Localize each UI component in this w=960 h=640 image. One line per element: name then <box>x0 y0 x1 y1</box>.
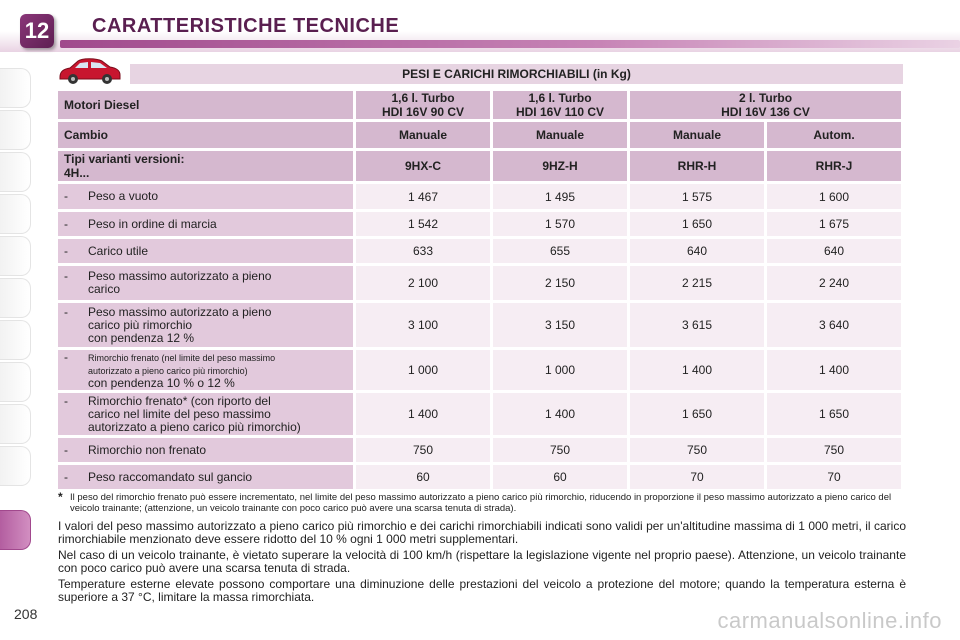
table-row <box>58 212 901 236</box>
gearbox-cell: Autom. <box>767 122 901 148</box>
side-tab[interactable] <box>0 404 31 444</box>
paragraph: I valori del peso massimo autorizzato a pieno carico più rimorchio e dei carichi rimorchiabili indicati sono validi per un'altitudine massima di 1 000 metri, il carico rimorchiabile menzionato deve essere ridotto del 10 % ogni 1 000 metri supplementari. <box>58 519 906 546</box>
table-cell: 70 <box>630 465 764 489</box>
paragraph: Temperature esterne elevate possono comportare una diminuzione delle prestazioni del veicolo a protezione del motore; quando la temperatura esterna è superiore a 37 °C, limitare la massa rimorchiata. <box>58 577 906 604</box>
types-label: Tipi varianti versioni: 4H... <box>58 151 353 181</box>
footnote <box>58 492 906 514</box>
table-cell: 1 495 <box>493 184 627 209</box>
engine-col-3: 2 l. Turbo HDI 16V 136 CV <box>630 91 901 119</box>
row-label: - Rimorchio non frenato <box>58 438 353 462</box>
table-cell: 1 400 <box>356 393 490 435</box>
side-tab[interactable] <box>0 320 31 360</box>
engines-label: Motori Diesel <box>58 91 353 119</box>
table-cell: 1 600 <box>767 184 901 209</box>
table-cell: 640 <box>630 239 764 263</box>
table-cell: 1 400 <box>767 350 901 390</box>
engines-header-row <box>58 91 901 119</box>
row-label: - Peso raccomandato sul gancio <box>58 465 353 489</box>
row-label: - Peso massimo autorizzato a pieno carico <box>58 266 353 300</box>
table-row <box>58 303 901 347</box>
table-cell: 2 240 <box>767 266 901 300</box>
row-label: - Peso massimo autorizzato a pieno carico più rimorchio con pendenza 12 % <box>58 303 353 347</box>
side-tab[interactable] <box>0 68 31 108</box>
table-cell: 655 <box>493 239 627 263</box>
table-row <box>58 465 901 489</box>
page-number: 208 <box>14 606 38 622</box>
watermark: carmanualsonline.info <box>717 608 942 633</box>
table-cell: 1 542 <box>356 212 490 236</box>
header-rule <box>60 40 960 48</box>
chapter-badge: 12 <box>20 14 54 48</box>
type-cell: 9HZ-H <box>493 151 627 181</box>
table-cell: 1 467 <box>356 184 490 209</box>
footnote-text: Il peso del rimorchio frenato può essere incrementato, nel limite del peso massimo autorizzato a pieno carico più rimorchio, riducendo in proporzione il peso massimo autorizzato a pieno carico del veicolo trainante; (attenzione, un veicolo trainante con poco carico può avere una scarsa tenuta di strada). <box>70 492 892 514</box>
table-cell: 750 <box>356 438 490 462</box>
row-label: - Peso a vuoto <box>58 184 353 209</box>
chapter-side-tabs <box>0 58 34 578</box>
table-cell: 3 640 <box>767 303 901 347</box>
table-cell: 1 000 <box>493 350 627 390</box>
table-row <box>58 184 901 209</box>
table-cell: 2 100 <box>356 266 490 300</box>
engine-col-2: 1,6 l. Turbo HDI 16V 110 CV <box>493 91 627 119</box>
table-cell: 1 570 <box>493 212 627 236</box>
table-cell: 3 615 <box>630 303 764 347</box>
side-tab[interactable] <box>0 236 31 276</box>
car-icon <box>56 55 124 87</box>
table-row <box>58 266 901 300</box>
table-cell: 1 400 <box>493 393 627 435</box>
engine-col-1: 1,6 l. Turbo HDI 16V 90 CV <box>356 91 490 119</box>
table-cell: 1 575 <box>630 184 764 209</box>
table-cell: 3 150 <box>493 303 627 347</box>
table-cell: 1 675 <box>767 212 901 236</box>
table-row <box>58 350 901 390</box>
types-row <box>58 151 901 181</box>
table-row <box>58 438 901 462</box>
side-tab[interactable] <box>0 446 31 486</box>
table-title: PESI E CARICHI RIMORCHIABILI (in Kg) <box>130 64 903 84</box>
paragraph: Nel caso di un veicolo trainante, è vietato superare la velocità di 100 km/h (rispettare la legislazione vigente nel proprio paese). Attenzione, un veicolo trainante con poco carico può avere una scarsa tenuta di strada. <box>58 548 906 575</box>
table-cell: 633 <box>356 239 490 263</box>
side-tab-active[interactable] <box>0 510 31 550</box>
footnote-star: * <box>58 490 63 504</box>
table-cell: 2 215 <box>630 266 764 300</box>
table-cell: 1 650 <box>630 212 764 236</box>
table-row <box>58 239 901 263</box>
table-cell: 2 150 <box>493 266 627 300</box>
gearbox-cell: Manuale <box>356 122 490 148</box>
side-tab[interactable] <box>0 278 31 318</box>
table-cell: 640 <box>767 239 901 263</box>
row-label: - Rimorchio frenato* (con riporto del carico nel limite del peso massimo autorizzato a pieno carico più rimorchio) <box>58 393 353 435</box>
side-tab[interactable] <box>0 152 31 192</box>
row-label: - Rimorchio frenato (nel limite del peso massimo autorizzato a pieno carico più rimorchio) con pendenza 10 % o 12 % <box>58 350 353 390</box>
table-cell: 750 <box>630 438 764 462</box>
row-label: - Peso in ordine di marcia <box>58 212 353 236</box>
table-cell: 1 000 <box>356 350 490 390</box>
table-cell: 750 <box>493 438 627 462</box>
table-cell: 3 100 <box>356 303 490 347</box>
table-cell: 70 <box>767 465 901 489</box>
table-cell: 60 <box>356 465 490 489</box>
gearbox-cell: Manuale <box>630 122 764 148</box>
side-tab[interactable] <box>0 194 31 234</box>
table-cell: 1 650 <box>630 393 764 435</box>
row-label: - Carico utile <box>58 239 353 263</box>
type-cell: RHR-H <box>630 151 764 181</box>
specs-table <box>55 88 904 492</box>
table-row <box>58 393 901 435</box>
side-tab[interactable] <box>0 362 31 402</box>
table-cell: 60 <box>493 465 627 489</box>
gearbox-row <box>58 122 901 148</box>
type-cell: 9HX-C <box>356 151 490 181</box>
gearbox-label: Cambio <box>58 122 353 148</box>
page-title: CARATTERISTICHE TECNICHE <box>92 15 400 37</box>
gearbox-cell: Manuale <box>493 122 627 148</box>
side-tab[interactable] <box>0 110 31 150</box>
table-cell: 1 400 <box>630 350 764 390</box>
table-cell: 750 <box>767 438 901 462</box>
table-cell: 1 650 <box>767 393 901 435</box>
type-cell: RHR-J <box>767 151 901 181</box>
